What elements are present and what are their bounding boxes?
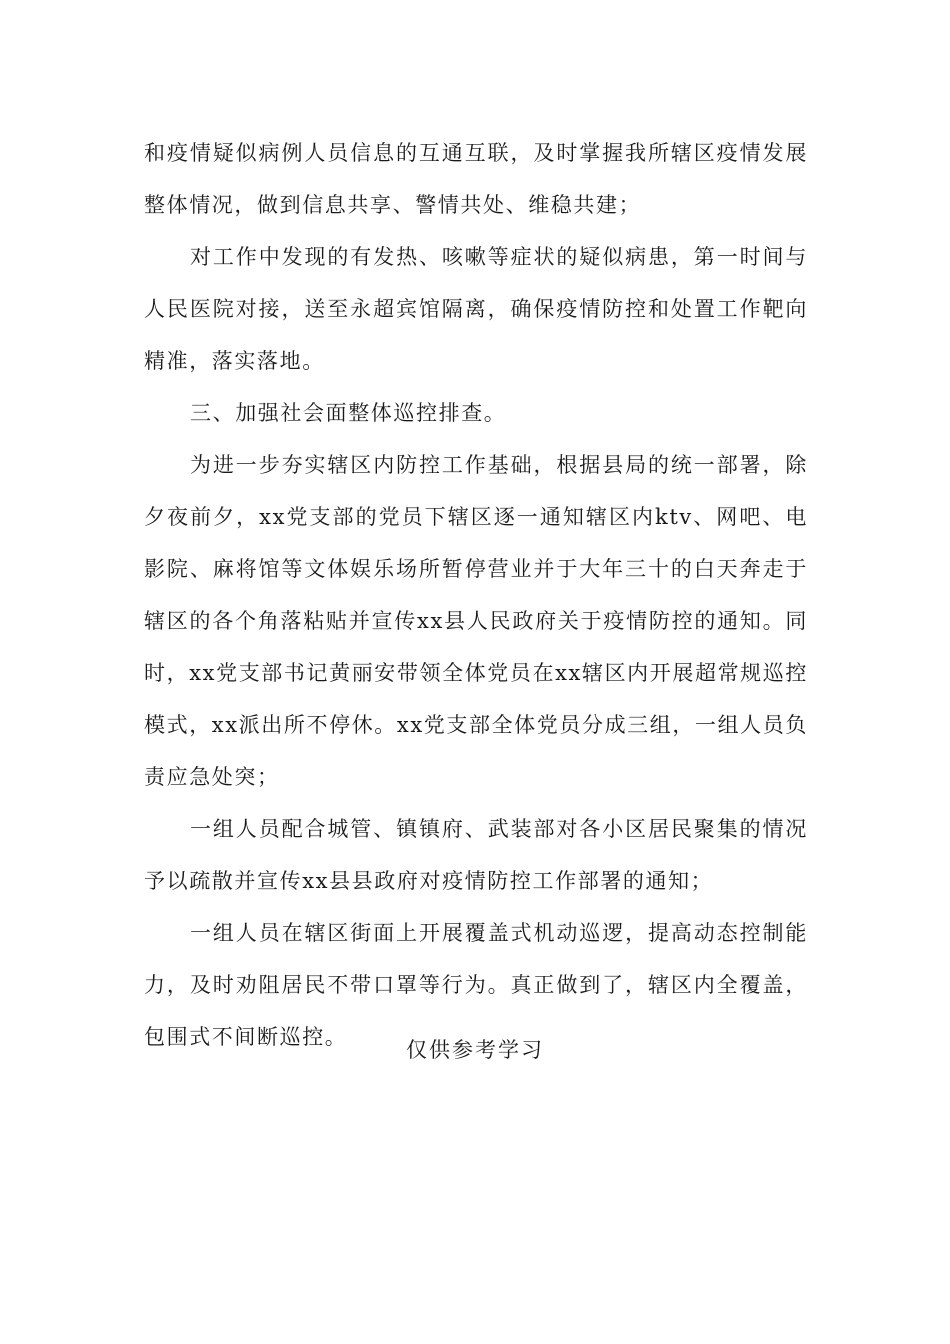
- paragraph-continuation: 和疫情疑似病例人员信息的互通互联，及时掌握我所辖区疫情发展整体情况，做到信息共享、警情共处、维稳共建；: [144, 141, 808, 217]
- paragraph-patrol-deployment: 为进一步夯实辖区内防控工作基础，根据县局的统一部署，除夕夜前夕，xx党支部的党员下辖区逐一通知辖区内ktv、网吧、电影院、麻将馆等文体娱乐场所暂停营业并于大年三十的白天奔走于辖区的各个角落粘贴并宣传xx县人民政府关于疫情防控的通知。同时，xx党支部书记黄丽安带领全体党员在xx辖区内开展超常规巡控模式，xx派出所不停休。xx党支部全体党员分成三组，一组人员负责应急处突；: [144, 453, 808, 789]
- paragraph-suspected-patients: 对工作中发现的有发热、咳嗽等症状的疑似病患，第一时间与人民医院对接，送至永超宾馆隔离，确保疫情防控和处置工作靶向精准，落实落地。: [144, 245, 808, 373]
- footer-note: 仅供参考学习: [406, 1038, 544, 1062]
- paragraph-group-two: 一组人员配合城管、镇镇府、武装部对各小区居民聚集的情况予以疏散并宣传xx县县政府对疫情防控工作部署的通知；: [144, 817, 808, 893]
- document-body: [144, 127, 808, 1063]
- section-heading-three: 三、加强社会面整体巡控排查。: [190, 401, 507, 425]
- paragraph-group-three: 一组人员在辖区街面上开展覆盖式机动巡逻，提高动态控制能力，及时劝阻居民不带口罩等行为。真正做到了，辖区内全覆盖，包围式不间断巡控。: [144, 921, 808, 1049]
